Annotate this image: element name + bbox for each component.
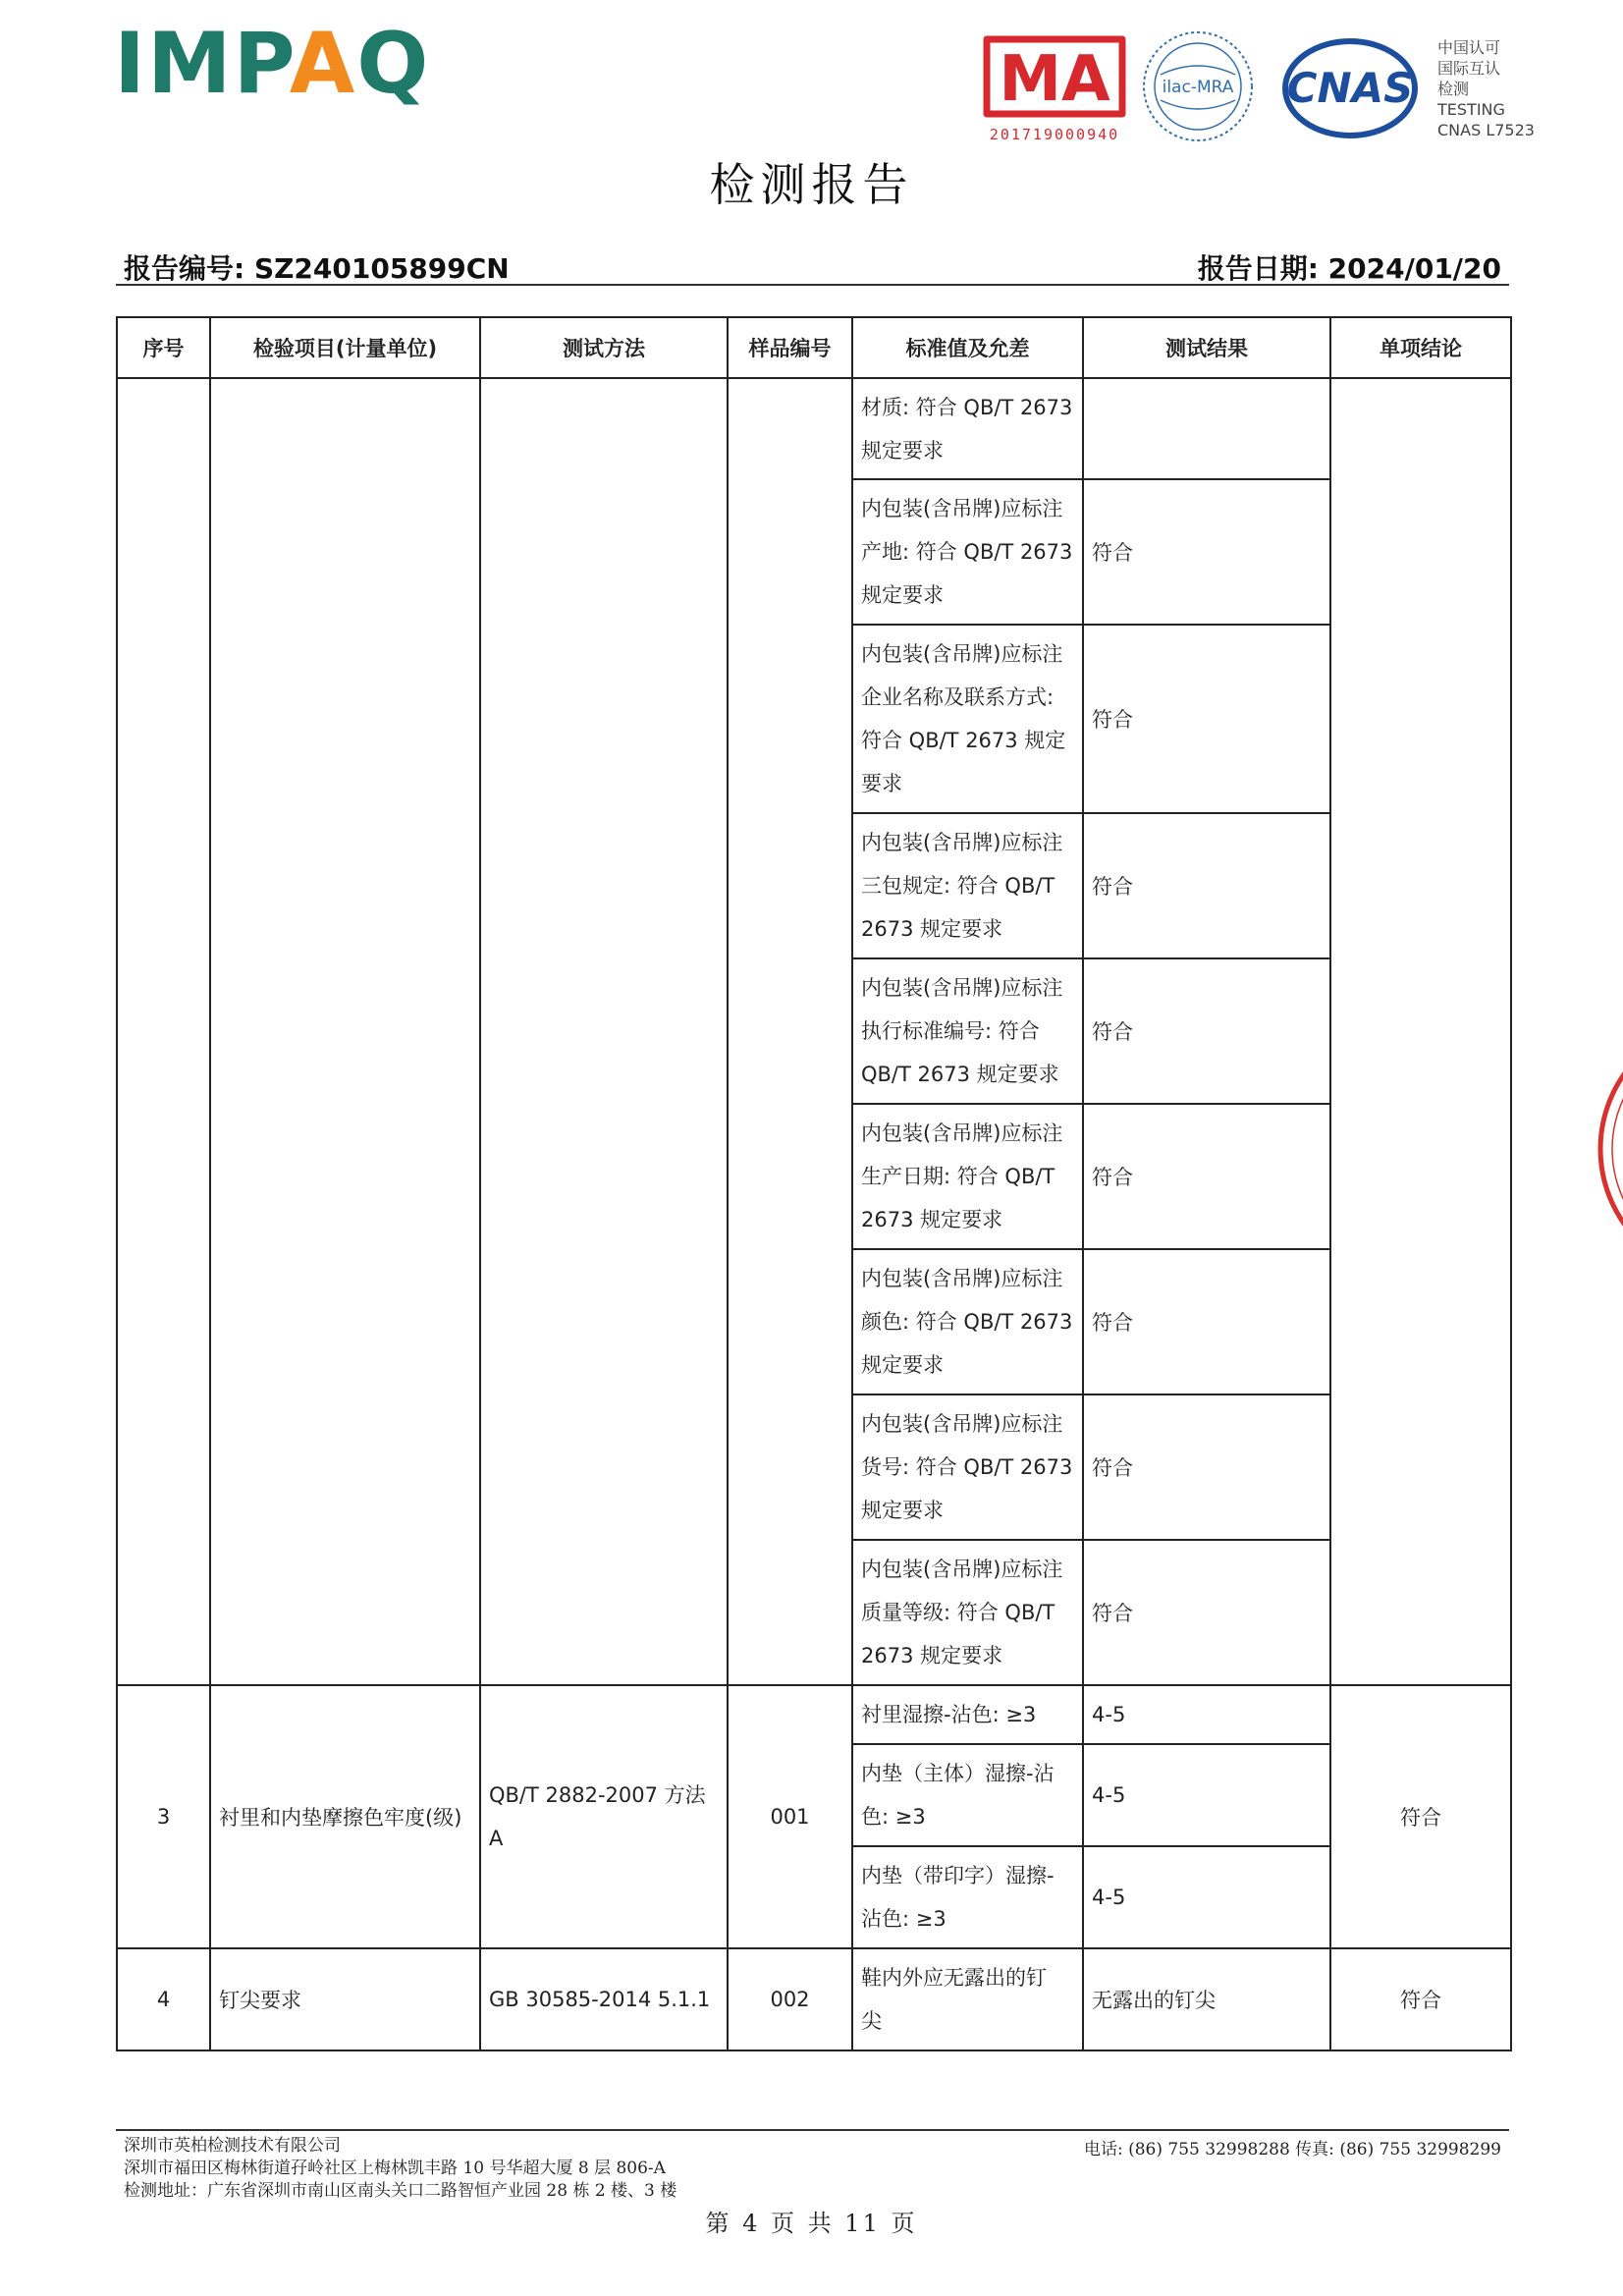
cell-sample: 002	[728, 1948, 852, 2050]
cell-method: QB/T 2882-2007 方法 A	[480, 1685, 728, 1948]
cma-certification-logo	[977, 29, 1132, 145]
cell-conclusion: 符合	[1330, 1948, 1511, 2050]
footer-company: 深圳市英柏检测技术有限公司	[124, 2136, 341, 2156]
cell-standard: 材质: 符合 QB/T 2673 规定要求	[852, 378, 1083, 479]
col-header-standard: 标准值及允差	[852, 317, 1083, 378]
cell-result: 符合	[1083, 958, 1330, 1104]
header-divider	[116, 284, 1509, 286]
company-seal-stamp	[1593, 1011, 1623, 1286]
cell-result: 4-5	[1083, 1846, 1330, 1948]
table-row	[117, 1948, 1511, 2050]
footer-address: 深圳市福田区梅林街道孖岭社区上梅林凯丰路 10 号华超大厦 8 层 806-A	[124, 2159, 666, 2178]
col-header-method: 测试方法	[480, 317, 728, 378]
cell-method-continued	[480, 378, 728, 1685]
cell-result: 符合	[1083, 1540, 1330, 1685]
cell-result: 符合	[1083, 1104, 1330, 1249]
cnas-accreditation-text: 中国认可 国际互认 检测 TESTING CNAS L7523	[1437, 38, 1535, 139]
cell-result: 符合	[1083, 479, 1330, 625]
cell-conclusion: 符合	[1330, 1685, 1511, 1948]
cell-result: 4-5	[1083, 1744, 1330, 1846]
col-header-sample: 样品编号	[728, 317, 852, 378]
impaq-logo: IMPAQ	[114, 15, 431, 113]
cell-item: 钉尖要求	[210, 1948, 480, 2050]
cma-number: 201719000940	[989, 126, 1120, 143]
cell-item-continued	[210, 378, 480, 1685]
cell-standard: 内包装(含吊牌)应标注 质量等级: 符合 QB/T 2673 规定要求	[852, 1540, 1083, 1685]
footer-lab-address: 检测地址：广东省深圳市南山区南头关口二路智恒产业园 28 栋 2 楼、3 楼	[124, 2181, 677, 2201]
test-results-table	[116, 316, 1512, 2051]
col-header-result: 测试结果	[1083, 317, 1330, 378]
footer-divider	[116, 2129, 1509, 2131]
cell-result	[1083, 378, 1330, 479]
cell-standard: 内包装(含吊牌)应标注 执行标准编号: 符合 QB/T 2673 规定要求	[852, 958, 1083, 1104]
cell-result: 符合	[1083, 625, 1330, 813]
cell-standard: 内包装(含吊牌)应标注 颜色: 符合 QB/T 2673 规定要求	[852, 1249, 1083, 1394]
cell-result: 无露出的钉尖	[1083, 1948, 1330, 2050]
ilac-text: ilac-MRA	[1162, 78, 1234, 97]
cell-result: 4-5	[1083, 1685, 1330, 1744]
cell-result: 符合	[1083, 813, 1330, 958]
report-number: 报告编号: SZ240105899CN	[124, 252, 510, 285]
table-row	[117, 1685, 1511, 1744]
table-row	[117, 378, 1511, 479]
cell-sample: 001	[728, 1685, 852, 1948]
col-header-item: 检验项目(计量单位)	[210, 317, 480, 378]
page-number: 第 4 页 共 11 页	[705, 2210, 918, 2237]
footer-contact: 电话: (86) 755 32998288 传真: (86) 755 32998299	[1083, 2140, 1501, 2159]
cell-no: 4	[117, 1948, 210, 2050]
cell-standard: 内包装(含吊牌)应标注 企业名称及联系方式: 符合 QB/T 2673 规定 要求	[852, 625, 1083, 813]
cell-result: 符合	[1083, 1394, 1330, 1540]
cell-no-continued	[117, 378, 210, 1685]
cell-standard: 衬里湿擦-沾色: ≥3	[852, 1685, 1083, 1744]
cell-standard: 鞋内外应无露出的钉 尖	[852, 1948, 1083, 2050]
report-date: 报告日期: 2024/01/20	[1197, 252, 1501, 285]
cell-standard: 内包装(含吊牌)应标注 产地: 符合 QB/T 2673 规定要求	[852, 479, 1083, 625]
cell-standard: 内包装(含吊牌)应标注 货号: 符合 QB/T 2673 规定要求	[852, 1394, 1083, 1540]
col-header-no: 序号	[117, 317, 210, 378]
cell-result: 符合	[1083, 1249, 1330, 1394]
cell-item: 衬里和内垫摩擦色牢度(级)	[210, 1685, 480, 1948]
cnas-logo	[1279, 35, 1422, 143]
cell-standard: 内包装(含吊牌)应标注 生产日期: 符合 QB/T 2673 规定要求	[852, 1104, 1083, 1249]
cell-no: 3	[117, 1685, 210, 1948]
cma-mark-text: MA	[999, 43, 1110, 116]
cell-standard: 内垫（主体）湿擦-沾 色: ≥3	[852, 1744, 1083, 1846]
cell-standard: 内包装(含吊牌)应标注 三包规定: 符合 QB/T 2673 规定要求	[852, 813, 1083, 958]
table-header-row	[117, 317, 1511, 378]
col-header-conclusion: 单项结论	[1330, 317, 1511, 378]
cell-sample-continued	[728, 378, 852, 1685]
cell-conclusion-continued	[1330, 378, 1511, 1685]
footer-company-info	[124, 2135, 676, 2203]
cell-method: GB 30585-2014 5.1.1	[480, 1948, 728, 2050]
page-title: 检测报告	[709, 158, 914, 211]
cell-standard: 内垫（带印字）湿擦- 沾色: ≥3	[852, 1846, 1083, 1948]
ilac-mra-logo	[1139, 27, 1257, 145]
cnas-mark-text: CNAS	[1286, 64, 1414, 112]
